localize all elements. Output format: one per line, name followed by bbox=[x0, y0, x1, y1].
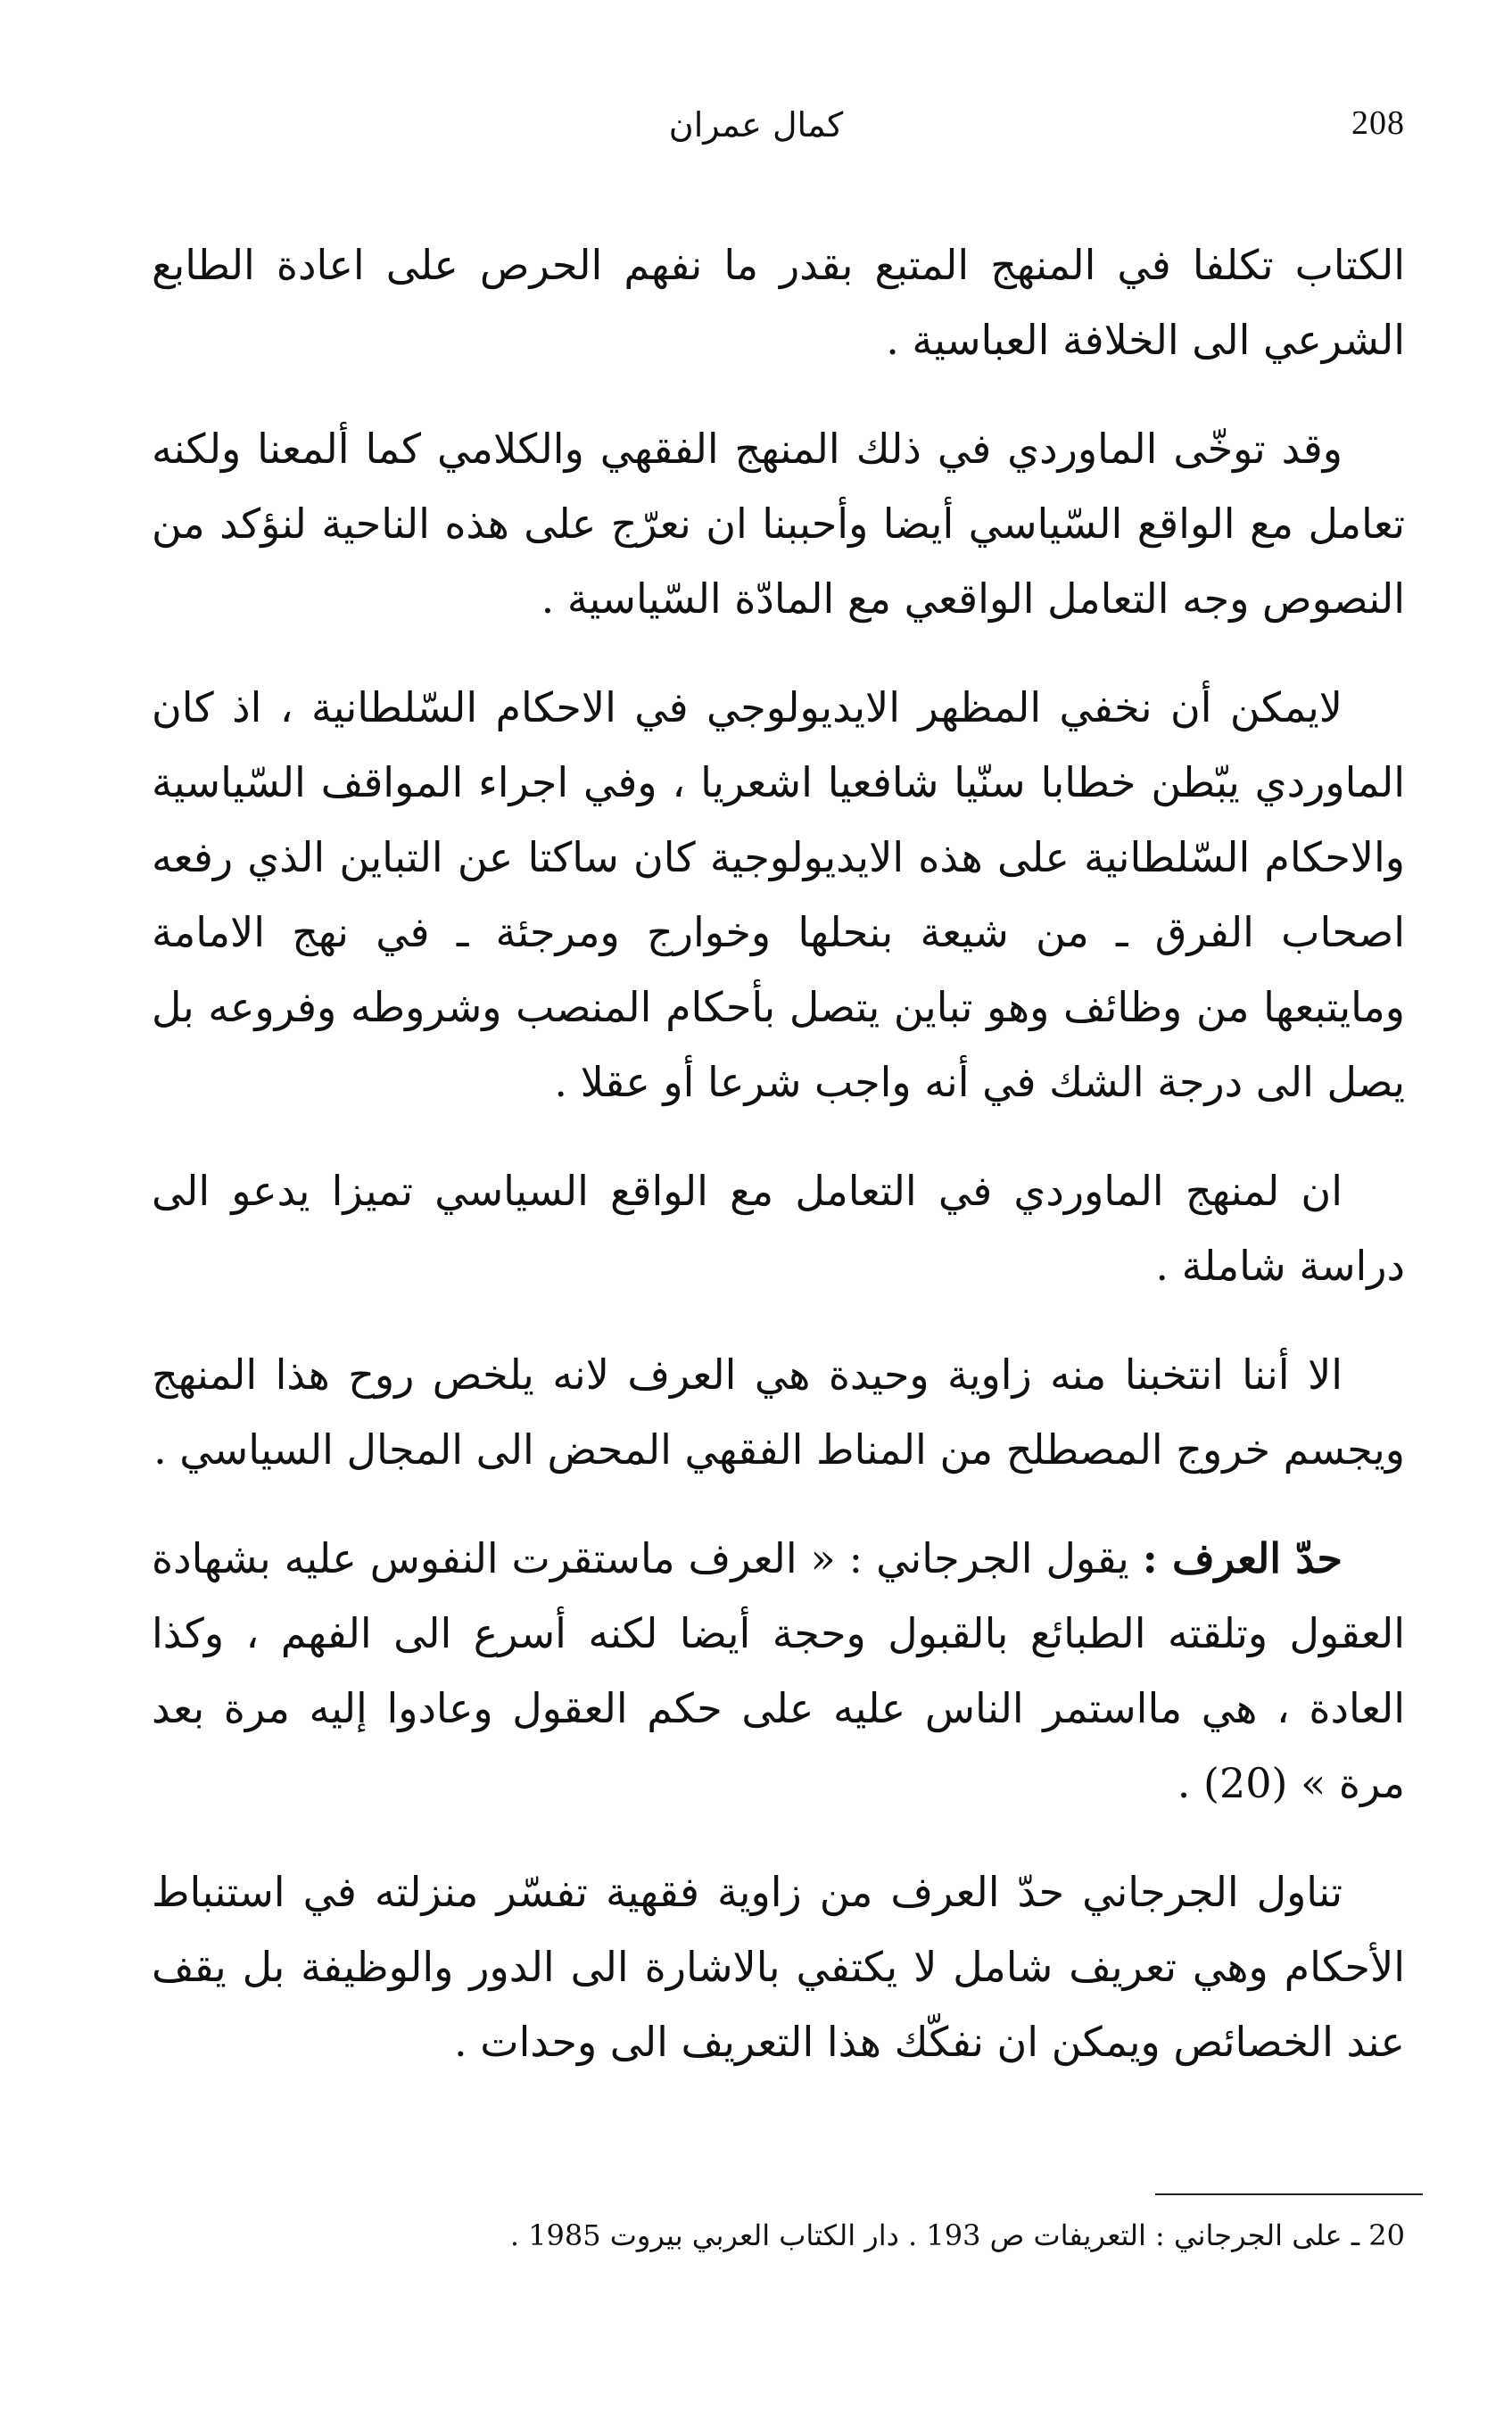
definition-heading: حدّ العرف : bbox=[1142, 1534, 1343, 1582]
page-number: 208 bbox=[1351, 104, 1405, 142]
paragraph-1: الكتاب تكلفا في المنهج المتبع بقدر ما نفهم الحرص على اعادة الطابع الشرعي الى الخلافة العباسية . bbox=[152, 241, 1405, 364]
paragraph-7: تناول الجرجاني حدّ العرف من زاوية فقهية تفسّر منزلته في استنباط الأحكام وهي تعريف شامل لا يكتفي بالاشارة الى الدور والوظيفة بل يقف عند الخصائص ويمكن ان نفكّك هذا التعريف الى وحدات . bbox=[152, 1868, 1405, 2066]
definition-text: يقول الجرجاني : « العرف ماستقرت النفوس عليه بشهادة العقول وتلقته الطبائع بالقبول وحجة أيضا لكنه أسرع الى الفهم ، وكذا العادة ، هي مااستمر الناس عليه على حكم العقول وعادوا إليه مرة بعد مرة » (20) . bbox=[152, 1534, 1405, 1807]
paragraph-5: الا أننا انتخبنا منه زاوية وحيدة هي العرف لانه يلخص روح هذا المنهج ويجسم خروج المصطلح من المناط الفقهي المحض الى المجال السياسي . bbox=[152, 1350, 1405, 1474]
footnote-20: 20 ـ على الجرجاني : التعريفات ص 193 . دار الكتاب العربي بيروت 1985 . bbox=[509, 2218, 1405, 2252]
paragraph-4: ان لمنهج الماوردي في التعامل مع الواقع السياسي تميزا يدعو الى دراسة شاملة . bbox=[152, 1167, 1405, 1290]
paragraph-6 bbox=[152, 1521, 1405, 1821]
footnote-divider bbox=[1155, 2193, 1423, 2195]
paragraph-3: لايمكن أن نخفي المظهر الايديولوجي في الاحكام السّلطانية ، اذ كان الماوردي يبّطن خطابا سنّيا شافعيا اشعريا ، وفي اجراء المواقف السّياسية والاحكام السّلطانية على هذه الايديولوجية كان ساكتا عن التباين الذي رفعه اصحاب الفرق ـ من شيعة بنحلها وخوارج ومرجئة ـ في نهج الامامة ومايتبعها من وظائف وهو تباين يتصل بأحكام المنصب وشروطه وفروعه بل يصل الى درجة الشك في أنه واجب شرعا أو عقلا . bbox=[152, 683, 1405, 1106]
body-text bbox=[152, 227, 1405, 2113]
paragraph-2: وقد توخّى الماوردي في ذلك المنهج الفقهي والكلامي كما ألمعنا ولكنه تعامل مع الواقع السّياسي أيضا وأحببنا ان نعرّج على هذه الناحية لنؤكد من النصوص وجه التعامل الواقعي مع المادّة السّياسية . bbox=[152, 425, 1405, 623]
running-head-author: كمال عمران bbox=[668, 105, 844, 145]
